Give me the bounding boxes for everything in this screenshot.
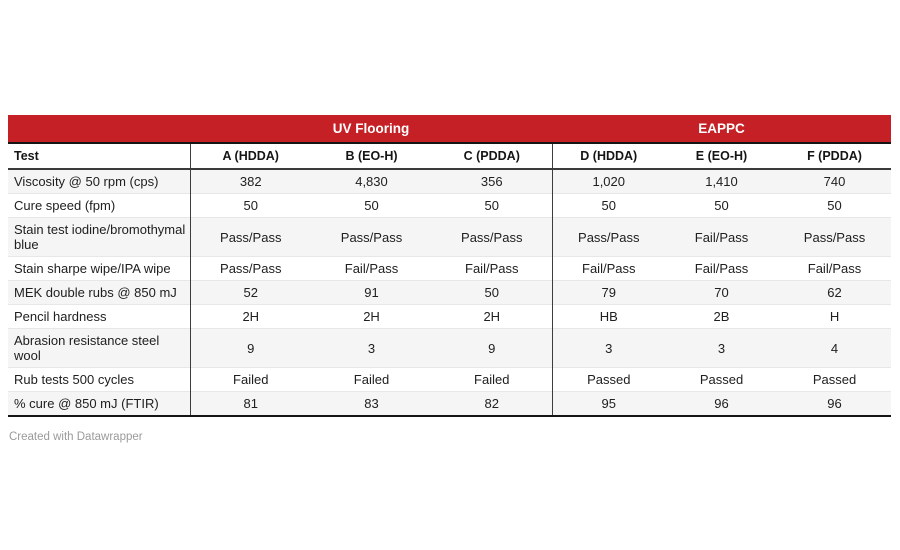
cell: Fail/Pass <box>552 257 665 281</box>
cell: 9 <box>190 329 311 368</box>
datawrapper-credit-link[interactable]: Created with Datawrapper <box>9 431 143 443</box>
cell: 79 <box>552 281 665 305</box>
cell: Failed <box>311 368 432 392</box>
row-label: Stain test iodine/bromothymal blue <box>8 218 190 257</box>
column-header-row <box>8 143 891 169</box>
table-row-cure-850-mj-ftir <box>8 392 891 417</box>
table-row-stain-sharpe-wipe-ipa-wipe <box>8 257 891 281</box>
cell: 2B <box>665 305 778 329</box>
row-label: Stain sharpe wipe/IPA wipe <box>8 257 190 281</box>
row-label: Rub tests 500 cycles <box>8 368 190 392</box>
table-row-cure-speed-fpm <box>8 194 891 218</box>
cell: Passed <box>552 368 665 392</box>
table-body <box>8 169 891 416</box>
cell: 81 <box>190 392 311 417</box>
group-header-spacer <box>8 115 190 143</box>
cell: 4 <box>778 329 891 368</box>
cell: 1,410 <box>665 169 778 194</box>
cell: Passed <box>665 368 778 392</box>
cell: 50 <box>311 194 432 218</box>
column-header-a-hdda: A (HDDA) <box>190 143 311 169</box>
column-header-c-pdda: C (PDDA) <box>432 143 552 169</box>
cell: 3 <box>665 329 778 368</box>
cell: Pass/Pass <box>778 218 891 257</box>
cell: Fail/Pass <box>432 257 552 281</box>
row-label: Pencil hardness <box>8 305 190 329</box>
column-header-d-hdda: D (HDDA) <box>552 143 665 169</box>
row-label: Abrasion resistance steel wool <box>8 329 190 368</box>
cell: Pass/Pass <box>190 218 311 257</box>
cell: 96 <box>665 392 778 417</box>
column-header-b-eo-h: B (EO-H) <box>311 143 432 169</box>
cell: 82 <box>432 392 552 417</box>
cell: 2H <box>190 305 311 329</box>
cell: HB <box>552 305 665 329</box>
table-row-viscosity-50-rpm-cps <box>8 169 891 194</box>
cell: 95 <box>552 392 665 417</box>
cell: Fail/Pass <box>665 257 778 281</box>
table-row-abrasion-resistance-steel-wool <box>8 329 891 368</box>
table-row-pencil-hardness <box>8 305 891 329</box>
cell: 2H <box>432 305 552 329</box>
comparison-table <box>8 115 891 417</box>
group-header-eappc: EAPPC <box>552 115 891 143</box>
cell: 50 <box>552 194 665 218</box>
row-label: Viscosity @ 50 rpm (cps) <box>8 169 190 194</box>
cell: Pass/Pass <box>311 218 432 257</box>
cell: 740 <box>778 169 891 194</box>
cell: 3 <box>552 329 665 368</box>
cell: Fail/Pass <box>665 218 778 257</box>
column-header-f-pdda: F (PDDA) <box>778 143 891 169</box>
cell: H <box>778 305 891 329</box>
table-row-mek-double-rubs-850-mj <box>8 281 891 305</box>
cell: 50 <box>432 281 552 305</box>
column-header-test: Test <box>8 143 190 169</box>
group-header-uv-flooring: UV Flooring <box>190 115 552 143</box>
cell: 50 <box>665 194 778 218</box>
cell: 96 <box>778 392 891 417</box>
cell: 62 <box>778 281 891 305</box>
cell: Failed <box>432 368 552 392</box>
cell: Pass/Pass <box>190 257 311 281</box>
cell: 70 <box>665 281 778 305</box>
cell: 91 <box>311 281 432 305</box>
group-header-row <box>8 115 891 143</box>
column-header-e-eo-h: E (EO-H) <box>665 143 778 169</box>
cell: Failed <box>190 368 311 392</box>
cell: Pass/Pass <box>432 218 552 257</box>
cell: Fail/Pass <box>311 257 432 281</box>
row-label: % cure @ 850 mJ (FTIR) <box>8 392 190 417</box>
comparison-table-widget <box>8 115 891 417</box>
cell: Fail/Pass <box>778 257 891 281</box>
table-row-rub-tests-500-cycles <box>8 368 891 392</box>
cell: 382 <box>190 169 311 194</box>
cell: 9 <box>432 329 552 368</box>
cell: 83 <box>311 392 432 417</box>
cell: 4,830 <box>311 169 432 194</box>
cell: 1,020 <box>552 169 665 194</box>
cell: 3 <box>311 329 432 368</box>
row-label: MEK double rubs @ 850 mJ <box>8 281 190 305</box>
cell: 52 <box>190 281 311 305</box>
cell: 356 <box>432 169 552 194</box>
row-label: Cure speed (fpm) <box>8 194 190 218</box>
cell: Pass/Pass <box>552 218 665 257</box>
cell: 50 <box>432 194 552 218</box>
cell: 50 <box>190 194 311 218</box>
cell: 50 <box>778 194 891 218</box>
table-row-stain-test-iodine-bromothymal-blue <box>8 218 891 257</box>
cell: 2H <box>311 305 432 329</box>
cell: Passed <box>778 368 891 392</box>
